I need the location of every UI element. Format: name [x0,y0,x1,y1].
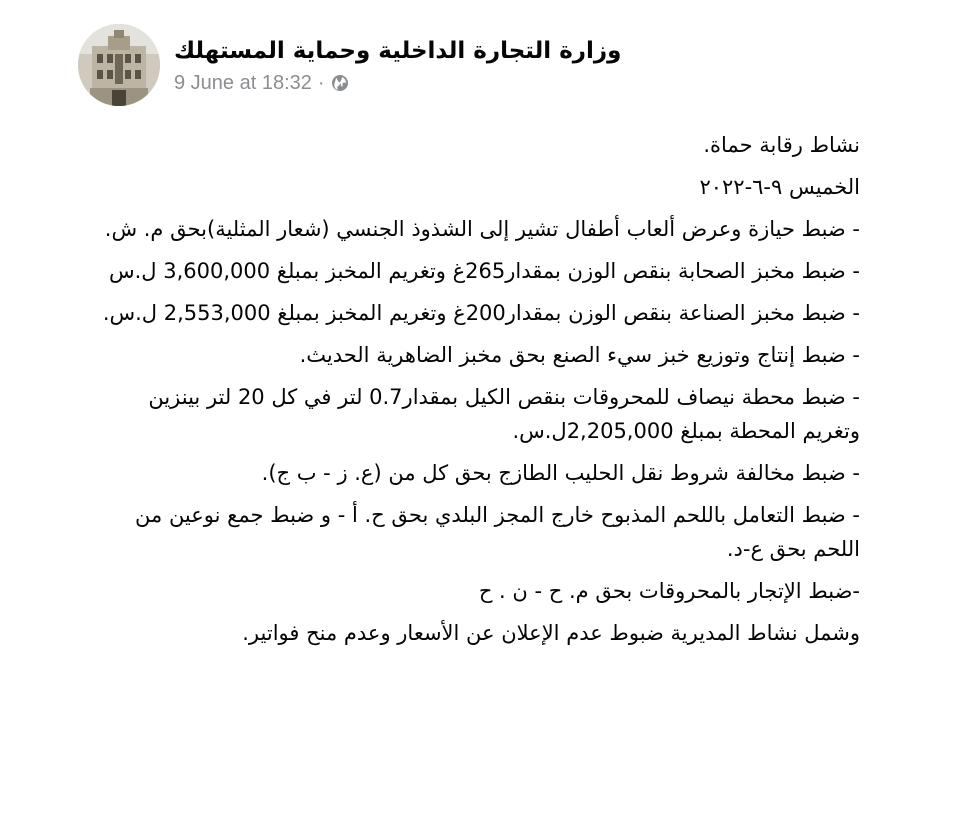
post-timestamp[interactable]: 9 June at 18:32 [174,71,312,94]
meta-separator: · [317,71,325,94]
post-meta [174,72,621,95]
building-photo [78,24,160,106]
post-paragraph: - ضبط محطة نيصاف للمحروقات بنقص الكيل بمقدار0.7 لتر في كل 20 لتر بينزين وتغريم المحطة بمبلغ 2,205,000ل.س. [148,385,860,443]
post-paragraph: الخميس ٩-٦-٢٠٢٢ [699,175,860,199]
post-paragraph: - ضبط مخبز الصناعة بنقص الوزن بمقدار200غ وتغريم المخبز بمبلغ 2,553,000 ل.س. [102,301,860,325]
globe-icon[interactable] [331,74,349,92]
post-header [78,24,621,106]
post-paragraph: - ضبط التعامل باللحم المذبوح خارج المجز البلدي بحق ح. أ - و ضبط جمع نوعين من اللحم بحق ع-د. [135,503,860,561]
post-paragraph: - ضبط إنتاج وتوزيع خبز سيء الصنع بحق مخبز الضاهرية الحديث. [299,343,860,367]
post-paragraph: - ضبط مخبز الصحابة بنقص الوزن بمقدار265غ وتغريم المخبز بمبلغ 3,600,000 ل.س [108,259,860,283]
post-paragraph: - ضبط حيازة وعرض ألعاب أطفال تشير إلى الشذوذ الجنسي (شعار المثلية)بحق م. ش. [104,217,860,241]
page-avatar[interactable] [78,24,160,106]
post-paragraph: نشاط رقابة حماة. [703,133,860,157]
post-body [90,128,860,658]
post-paragraph: - ضبط مخالفة شروط نقل الحليب الطازج بحق كل من (ع. ز - ب ج). [261,461,860,485]
post-paragraph: وشمل نشاط المديرية ضبوط عدم الإعلان عن الأسعار وعدم منح فواتير. [242,621,860,645]
page-name[interactable]: وزارة التجارة الداخلية وحماية المستهلك [174,37,622,64]
post-paragraph: -ضبط الإتجار بالمحروقات بحق م. ح - ن . ح [478,579,860,603]
